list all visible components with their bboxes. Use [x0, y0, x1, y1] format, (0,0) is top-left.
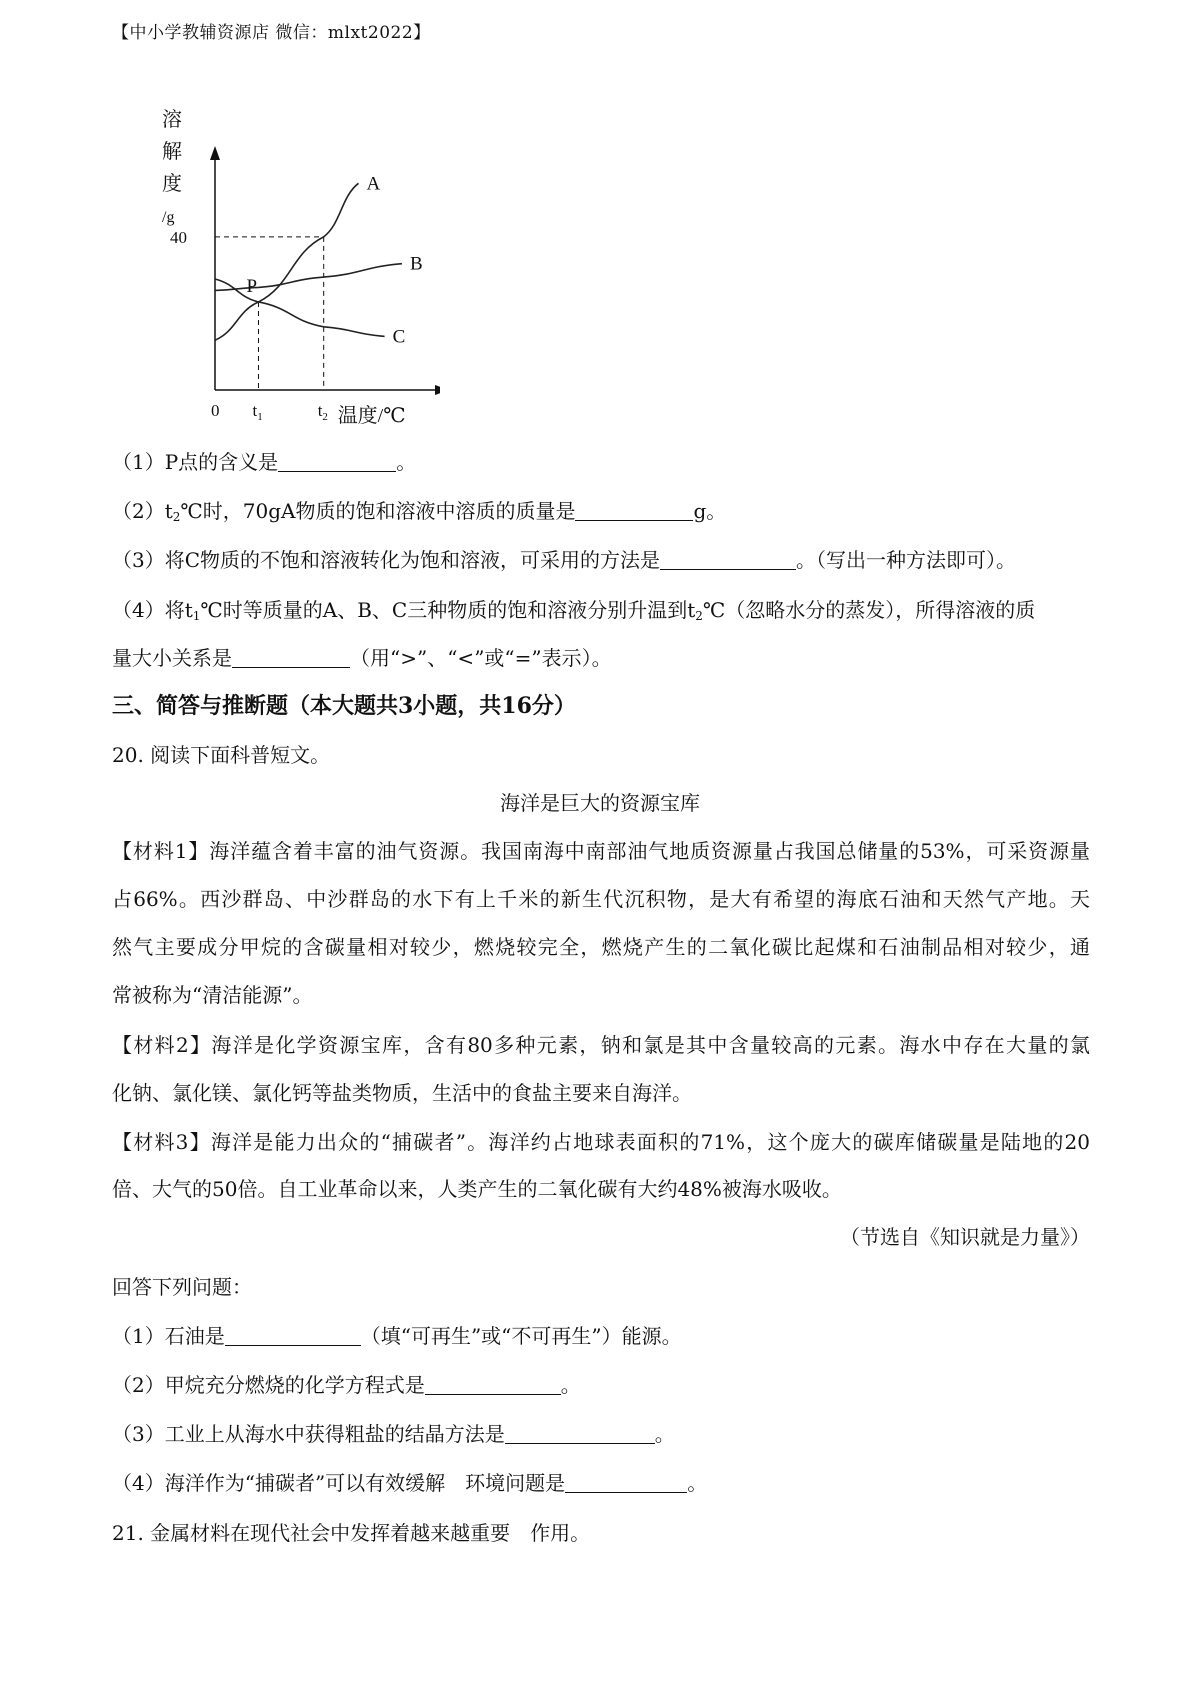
- y-axis-label: 解: [162, 141, 182, 163]
- q19-item-4-line2-text: 量大小关系是: [112, 646, 232, 670]
- x-tick-label: 0: [211, 401, 220, 420]
- q20-item-1: [112, 1320, 1090, 1349]
- section-3-heading: 三、简答与推断题（本大题共3小题，共16分）: [112, 693, 576, 719]
- y-axis-arrow: [210, 146, 220, 160]
- q19-item-3-end: 。（写出一种方法即可）。: [796, 548, 1017, 572]
- answer-blank[interactable]: [225, 1327, 361, 1346]
- subscript-2: 2: [695, 609, 703, 623]
- series-C-label: C: [392, 326, 406, 348]
- q19-item-2-end: g。: [693, 499, 727, 523]
- answer-blank[interactable]: [565, 1474, 687, 1493]
- subscript-2: 2: [172, 510, 181, 524]
- q21-intro: 21. 金属材料在现代社会中发挥着越来越重要 作用。: [112, 1521, 591, 1545]
- answer-intro: 回答下列问题：: [112, 1275, 252, 1299]
- x-axis-label: 温度/℃: [337, 405, 406, 427]
- q20-item-3: [112, 1418, 1090, 1447]
- q20-item-3-text: （3）工业上从海水中获得粗盐的结晶方法是: [112, 1422, 505, 1446]
- series-B-label: B: [409, 253, 423, 275]
- q19-item-4-text-a: （4）将t: [112, 598, 193, 622]
- series-A-line: [215, 183, 358, 340]
- q20-item-2-text: （2）甲烷充分燃烧的化学方程式是: [112, 1373, 425, 1397]
- q19-item-4-line1: [112, 594, 1090, 623]
- solubility-chart-svg: [150, 108, 440, 438]
- material-1-line: 占66%。西沙群岛、中沙群岛的水下有上千米的新生代沉积物，是大有希望的海底石油和天然气产地。天: [112, 887, 1090, 911]
- answer-blank[interactable]: [232, 649, 350, 668]
- q20-item-3-end: 。: [654, 1422, 675, 1446]
- answer-blank[interactable]: [575, 502, 693, 521]
- answer-blank[interactable]: [425, 1376, 561, 1395]
- y-tick-label: 40: [170, 227, 187, 247]
- q19-item-4-line2-end: （用“>”、“<”或“=”表示）。: [350, 646, 612, 670]
- material-2-line: 化钠、氯化镁、氯化钙等盐类物质，生活中的食盐主要来自海洋。: [112, 1081, 692, 1105]
- x-axis-arrow: [435, 385, 440, 395]
- q20-item-4-text: （4）海洋作为“捕碳者”可以有效缓解 环境问题是: [112, 1471, 566, 1495]
- q19-item-2-text-a: （2）t: [112, 499, 173, 523]
- x-tick-label: $t_2$: [317, 401, 328, 423]
- q20-item-4: [112, 1467, 1090, 1496]
- q19-item-1: [112, 446, 1090, 475]
- q20-article-title: 海洋是巨大的资源宝库: [500, 791, 700, 815]
- q19-item-4-text-c: ℃（忽略水分的蒸发），所得溶液的质: [702, 598, 1036, 622]
- q19-item-4-line2: [112, 642, 1090, 671]
- q20-item-4-end: 。: [687, 1471, 708, 1495]
- q19-item-3: [112, 544, 1090, 573]
- material-3-line: 倍、大气的50倍。自工业革命以来，人类产生的二氧化碳有大约48%被海水吸收。: [112, 1177, 842, 1201]
- x-tick-label: $t_1$: [252, 401, 263, 423]
- y-axis-label: /g: [162, 209, 175, 226]
- material-3-line: 【材料3】海洋是能力出众的“捕碳者”。海洋约占地球表面积的71%，这个庞大的碳库储碳量是陆地的20: [112, 1130, 1090, 1154]
- q19-item-2: [112, 495, 1090, 524]
- point-p-label: P: [246, 275, 258, 297]
- q20-item-1-text: （1）石油是: [112, 1324, 225, 1348]
- subscript-1: 1: [192, 609, 201, 623]
- material-2-line: 【材料2】海洋是化学资源宝库，含有80多种元素，钠和氯是其中含量较高的元素。海水中存在大量的氯: [112, 1033, 1090, 1057]
- series-C-line: [215, 279, 385, 336]
- y-axis-label: 溶: [162, 109, 182, 131]
- q20-item-1-end: （填“可再生”或“不可再生”）能源。: [360, 1324, 682, 1348]
- page-header: 【中小学教辅资源店 微信：mlxt2022】: [112, 23, 431, 43]
- q19-item-4-text-b: ℃时等质量的A、B、C三种物质的饱和溶液分别升温到t: [200, 598, 696, 622]
- answer-blank[interactable]: [660, 551, 796, 570]
- material-1-line: 常被称为“清洁能源”。: [112, 983, 313, 1007]
- q19-item-1-end: 。: [396, 450, 417, 474]
- q19-item-3-text: （3）将C物质的不饱和溶液转化为饱和溶液，可采用的方法是: [112, 548, 661, 572]
- q19-item-1-text: （1）P点的含义是: [112, 450, 279, 474]
- series-A-label: A: [366, 173, 381, 195]
- q20-item-2-end: 。: [560, 1373, 581, 1397]
- answer-blank[interactable]: [278, 453, 396, 472]
- series-B-line: [215, 264, 402, 291]
- y-axis-label: 度: [162, 173, 182, 195]
- answer-blank[interactable]: [505, 1425, 655, 1444]
- material-1-line: 然气主要成分甲烷的含碳量相对较少，燃烧较完全，燃烧产生的二氧化碳比起煤和石油制品相对较少，通: [112, 935, 1090, 959]
- material-1-line: 【材料1】海洋蕴含着丰富的油气资源。我国南海中南部油气地质资源量占我国总储量的53%，可采资源量: [112, 839, 1090, 863]
- q20-item-2: [112, 1369, 1090, 1398]
- article-source: （节选自《知识就是力量》）: [840, 1225, 1090, 1249]
- q20-intro: 20. 阅读下面科普短文。: [112, 743, 331, 767]
- solubility-chart: [150, 108, 440, 438]
- q19-item-2-text-b: ℃时，70gA物质的饱和溶液中溶质的质量是: [180, 499, 576, 523]
